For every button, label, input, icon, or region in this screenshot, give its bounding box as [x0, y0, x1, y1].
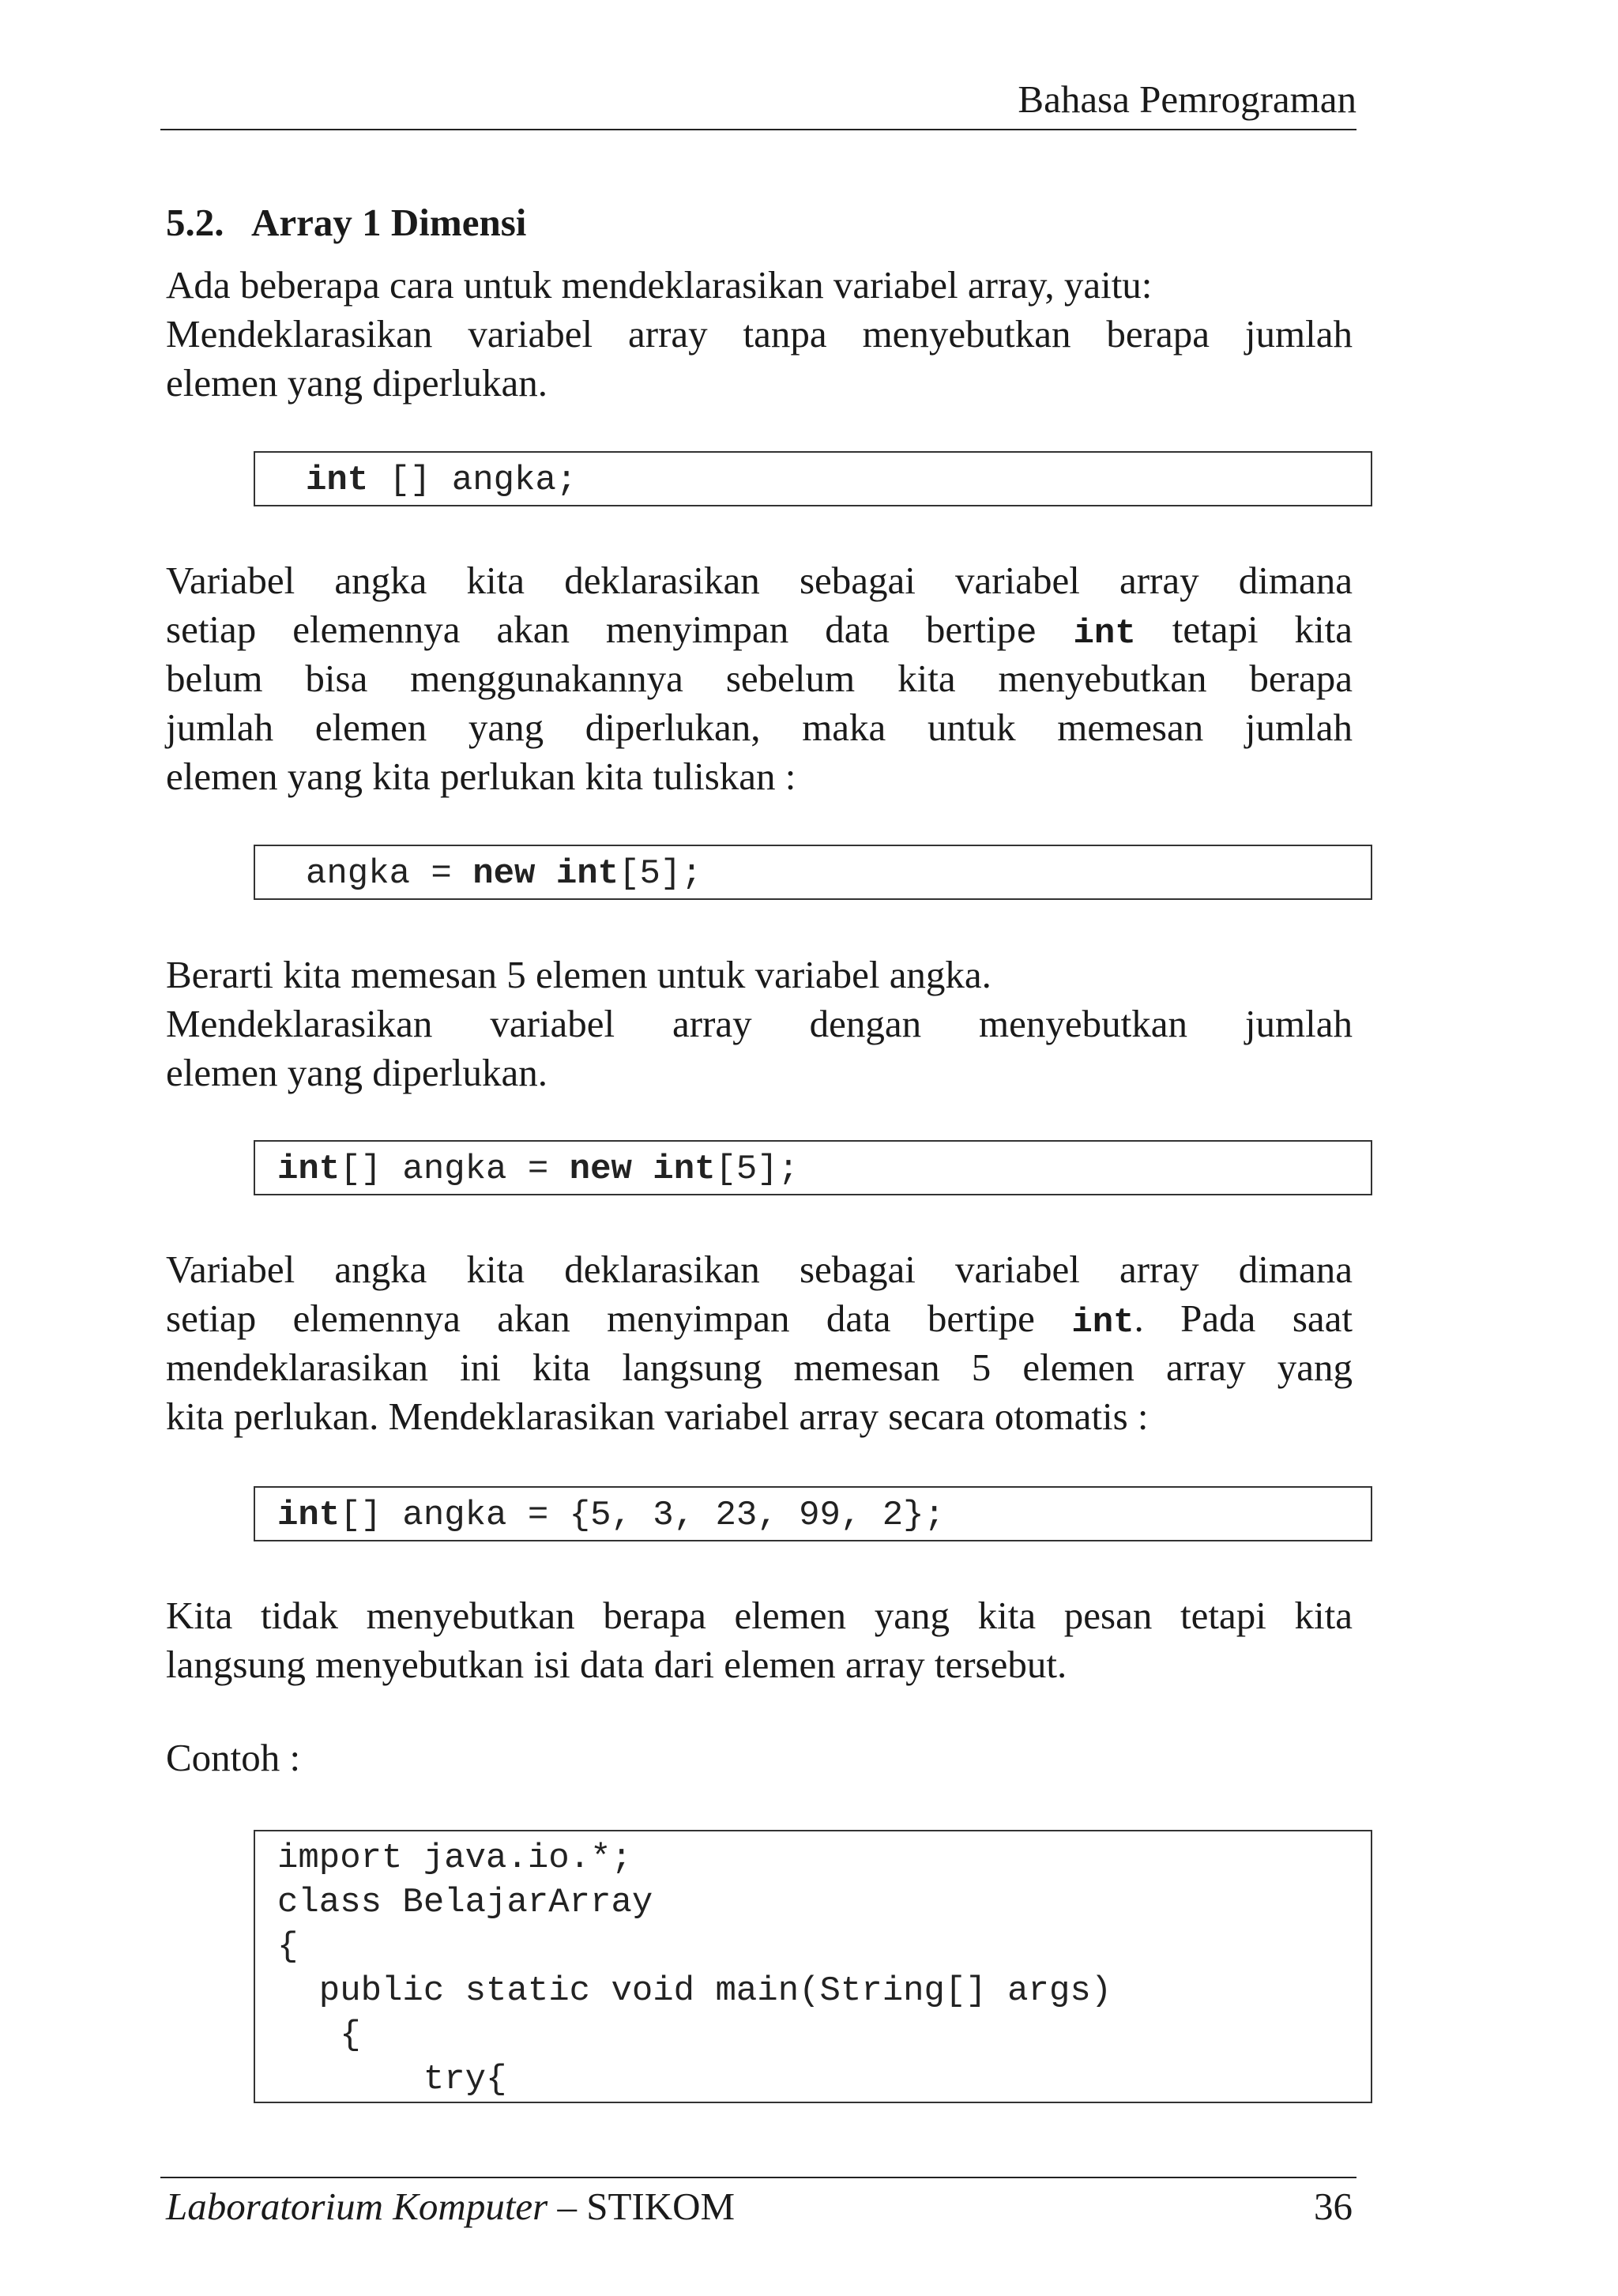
section-heading: [166, 199, 526, 247]
text-line: [166, 1294, 1353, 1343]
running-header: Bahasa Pemrograman: [1018, 77, 1356, 121]
code-keyword: int: [555, 854, 619, 894]
code-block-declaration: [254, 451, 1372, 506]
text-line: Contoh :: [166, 1736, 301, 1779]
code-text: [5];: [619, 854, 702, 894]
code-keyword: int: [277, 1150, 341, 1189]
header-rule: [160, 129, 1356, 130]
code-line: class BelajarArray: [277, 1883, 653, 1922]
code-text: angka =: [306, 854, 473, 894]
text-span: . Pada saat: [1134, 1297, 1353, 1340]
code-text: [535, 854, 555, 894]
footer-rule: [160, 2177, 1356, 2178]
code-text: [] angka;: [368, 461, 578, 500]
code-line: {: [277, 2016, 361, 2055]
code-text: [] angka = {5, 3, 23, 99, 2};: [340, 1496, 945, 1535]
code-block-example: [254, 1830, 1372, 2103]
text-span: tetapi kita: [1172, 608, 1353, 651]
code-block-initializer: [254, 1486, 1372, 1541]
text-line: Variabel angka kita deklarasikan sebagai variabel array dimana: [166, 1248, 1353, 1291]
code-line: try{: [277, 2060, 507, 2099]
code-text: [] angka =: [340, 1150, 570, 1189]
example-label: [166, 1733, 1353, 1782]
code-text: [5];: [715, 1150, 800, 1189]
text-line: langsung menyebutkan isi data dari elemen array tersebut.: [166, 1643, 1067, 1686]
section-title: Array 1 Dimensi: [251, 201, 527, 244]
paragraph-explanation-1: [166, 556, 1353, 801]
footer-institution: – STIKOM: [547, 2185, 736, 2228]
paragraph-explanation-2: [166, 950, 1353, 1097]
text-line: kita perlukan. Mendeklarasikan variabel array secara otomatis :: [166, 1395, 1149, 1438]
code-line: [306, 852, 1371, 896]
text-span: setiap elemennya akan menyimpan data bertipe: [166, 1297, 1035, 1340]
text-line: elemen yang kita perlukan kita tuliskan :: [166, 755, 796, 798]
text-line: Berarti kita memesan 5 elemen untuk variabel angka.: [166, 953, 991, 996]
text-line: elemen yang diperlukan.: [166, 1051, 548, 1094]
code-keyword: new: [472, 854, 536, 894]
code-block-allocation: [254, 845, 1372, 900]
text-line: Ada beberapa cara untuk mendeklarasikan variabel array, yaitu:: [166, 263, 1153, 307]
code-inline-keyword: int: [1073, 614, 1136, 653]
code-line: [277, 1147, 1371, 1191]
text-line: Variabel angka kita deklarasikan sebagai variabel array dimana: [166, 559, 1353, 602]
code-keyword: int: [306, 461, 369, 500]
text-line: [166, 605, 1353, 654]
section-number: 5.2.: [166, 201, 224, 244]
code-line: public static void main(String[] args): [277, 1971, 1112, 2011]
text-line: Mendeklarasikan variabel array dengan menyebutkan jumlah: [166, 1002, 1353, 1045]
footer-label: [166, 2183, 735, 2230]
text-line: jumlah elemen yang diperlukan, maka untuk memesan jumlah: [166, 706, 1353, 749]
code-line: [306, 458, 1371, 502]
paragraph-explanation-4: [166, 1591, 1353, 1689]
code-block-declare-and-allocate: [254, 1140, 1372, 1195]
code-line: import java.io.*;: [277, 1839, 632, 1878]
code-line: {: [277, 1927, 299, 1967]
page-number: 36: [1314, 2185, 1353, 2228]
code-keyword: int: [277, 1496, 341, 1535]
text-line: mendeklarasikan ini kita langsung memesan 5 elemen array yang: [166, 1346, 1353, 1389]
code-text: [632, 1150, 653, 1189]
code-keyword: new: [569, 1150, 632, 1189]
footer-lab-name: Laboratorium Komputer: [166, 2185, 548, 2228]
code-line: [277, 1493, 1371, 1538]
text-span: setiap elemennya akan menyimpan data bertip: [166, 608, 1017, 651]
text-line: belum bisa menggunakannya sebelum kita menyebutkan berapa: [166, 657, 1353, 700]
text-line: Mendeklarasikan variabel array tanpa menyebutkan berapa jumlah: [166, 312, 1353, 356]
paragraph-intro: [166, 261, 1353, 408]
code-inline: e: [1016, 614, 1037, 653]
code-keyword: int: [653, 1150, 716, 1189]
text-line: Kita tidak menyebutkan berapa elemen yang kita pesan tetapi kita: [166, 1594, 1353, 1637]
code-inline-keyword: int: [1071, 1303, 1134, 1342]
text-line: elemen yang diperlukan.: [166, 361, 548, 405]
paragraph-explanation-3: [166, 1245, 1353, 1441]
